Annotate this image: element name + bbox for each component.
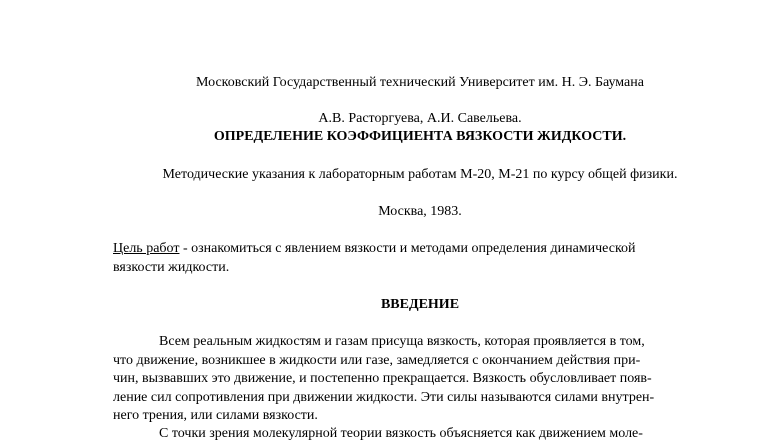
paragraph1-line-3: чин, вызвавших это движение, и постепенно прекращается. Вязкость обусловливает появ- <box>113 371 652 386</box>
goal-text: - ознакомиться с явлением вязкости и методами определения динамической <box>179 241 636 256</box>
authors-line: А.В. Расторгуева, А.И. Савельева. <box>318 111 522 126</box>
paragraph1-line-2: что движение, возникшее в жидкости или газе, замедляется с окончанием действия при- <box>113 353 641 368</box>
section-heading: ВВЕДЕНИЕ <box>380 297 460 312</box>
paragraph1-line-5: него трения, или силами вязкости. <box>113 408 318 423</box>
goal-label: Цель работ <box>113 241 180 256</box>
paragraph1-line-4: ление сил сопротивления при движении жидкости. Эти силы называются силами внутрен- <box>113 390 655 405</box>
document-title: ОПРЕДЕЛЕНИЕ КОЭФФИЦИЕНТА ВЯЗКОСТИ ЖИДКОСТИ. <box>213 129 627 144</box>
document-subtitle: Методические указания к лабораторным работам М-20, М-21 по курсу общей физики. <box>162 167 678 182</box>
place-year-line: Москва, 1983. <box>378 204 462 219</box>
goal-line-2: вязкости жидкости. <box>113 260 230 275</box>
goal-line-1 <box>113 240 636 258</box>
institution-line: Московский Государственный технический Университет им. Н. Э. Баумана <box>196 75 644 90</box>
paragraph2-line-1: С точки зрения молекулярной теории вязкость объясняется как движением моле- <box>159 426 643 441</box>
paragraph1-line-1: Всем реальным жидкостям и газам присуща вязкость, которая проявляется в том, <box>159 334 645 349</box>
